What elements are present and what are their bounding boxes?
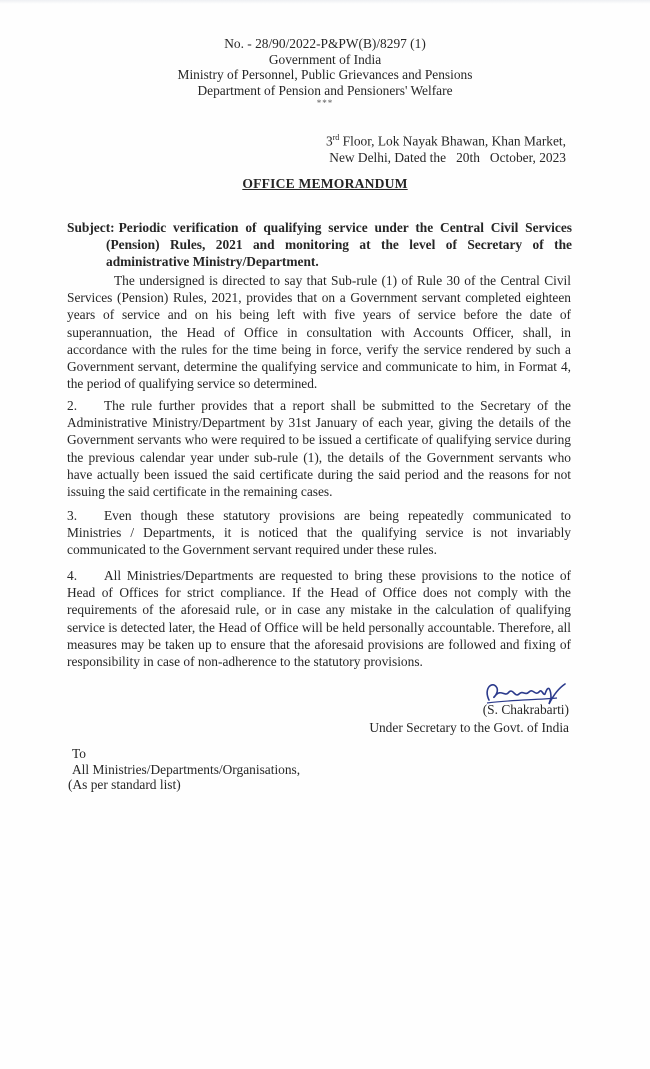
subject-line-2: (Pension) Rules, 2021 and monitoring at the level of Secretary of the — [106, 237, 572, 252]
paragraph-4-text: All Ministries/Departments are requested to bring these provisions to the notice of Head of Offices for strict compliance. If the Head of Office does not comply with the requirements of the aforesaid rule, or in case any mistake in the calculation of qualifying service is detected later, the Head of Office will be held personally accountable. Therefore, all measures may be taken up to ensure that the aforesaid provisions are followed and fixing of responsibility in case of non-adherence to the statutory provisions. — [67, 568, 571, 670]
paragraph-2-text: The rule further provides that a report shall be submitted to the Secretary of the Administrative Ministry/Department by 31st January of each year, giving the details of the Government servants who were required to be issued a certificate of qualifying service during the previous calendar year under sub-rule (1), the details of the Government servants who have actually been issued the said certificate during the said period and the reasons for not issuing the said certificate in the remaining cases. — [67, 398, 571, 500]
paragraph-3 — [67, 507, 571, 559]
department-name: Department of Pension and Pensioners' Welfare — [197, 82, 453, 98]
subject-line-1: Periodic verification of qualifying service under the Central Civil Services — [118, 220, 572, 235]
paragraph-3-text: Even though these statutory provisions are being repeatedly communicated to Ministries / Departments, it is noticed that the qualifying service is not invariably communicated to the Government servant required under these rules. — [67, 508, 571, 558]
subject-line-3: administrative Ministry/Department. — [106, 254, 319, 269]
paragraph-2-number: 2. — [67, 398, 78, 413]
separator: *** — [316, 98, 334, 108]
to-label: To — [72, 746, 86, 761]
date-line: New Delhi, Dated the 20th October, 2023 — [329, 150, 566, 166]
address-line-1 — [326, 129, 566, 149]
document-title: OFFICE MEMORANDUM — [242, 176, 408, 191]
signatory-name: (S. Chakrabarti) — [482, 702, 569, 717]
subject-label: Subject: — [67, 220, 115, 235]
paragraph-1 — [67, 272, 571, 392]
letterhead — [0, 36, 650, 108]
scan-edge — [0, 0, 650, 4]
recipients: All Ministries/Departments/Organisations, — [72, 761, 301, 777]
paragraph-3-number: 3. — [67, 508, 78, 523]
paragraph-4-number: 4. — [67, 568, 78, 583]
paragraph-4 — [67, 567, 571, 670]
distribution-note: (As per standard list) — [68, 777, 181, 793]
address-rest: Floor, Lok Nayak Bhawan, Khan Market, — [339, 133, 566, 149]
ministry-name: Ministry of Personnel, Public Grievances and Pensions — [177, 67, 473, 82]
address-block — [326, 129, 566, 166]
floor-suffix: rd — [332, 133, 340, 142]
floor-number: 3 — [325, 133, 333, 149]
addressee-block — [68, 746, 301, 793]
signatory-designation: Under Secretary to the Govt. of India — [369, 720, 569, 735]
paragraph-1-text: The undersigned is directed to say that Sub-rule (1) of Rule 30 of the Central Civil Services (Pension) Rules, 2021, provides that on a Government servant completed eighteen years of service and on his being left with five years of service before the date of superannuation, the Head of Office in consultation with Accounts Officer, shall, in accordance with the rules for the time being in force, verify the service rendered by such a Government servant, determine the qualifying service and communicate to him, in Format 4, the period of qualifying service so determined. — [67, 273, 571, 392]
subject-block — [67, 219, 572, 270]
signature-block — [330, 678, 575, 748]
reference-number: No. - 28/90/2022-P&PW(B)/8297 (1) — [224, 36, 426, 51]
paragraph-2 — [67, 397, 571, 500]
government-name: Government of India — [268, 51, 382, 67]
